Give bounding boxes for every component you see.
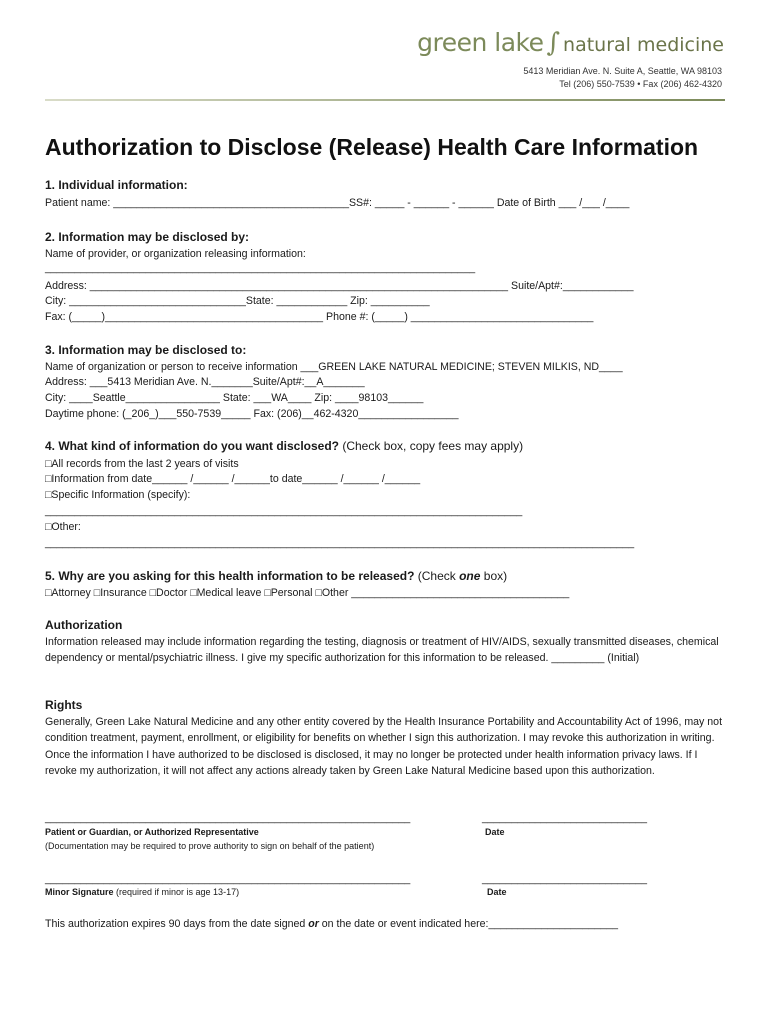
minor-signature-label [45,887,239,897]
clinic-phone: Tel (206) 550-7539 • Fax (206) 462-4320 [559,79,722,89]
section-1-heading: 1. Individual information: [45,178,188,192]
clinic-address: 5413 Meridian Ave. N. Suite A, Seattle, WA 98103 [523,66,722,76]
guardian-date-line[interactable]: ____________________________ [482,812,647,824]
minor-date-line[interactable]: ____________________________ [482,873,647,885]
section-2-heading: 2. Information may be disclosed by: [45,230,250,244]
checkbox-specific-info[interactable]: □Specific Information (specify): [45,489,191,501]
section-4-heading [45,439,523,453]
section-5-note-emphasis: one [459,569,481,583]
recipient-address-line[interactable]: Address: ___5413 Meridian Ave. N._______Suite/Apt#:__A_______ [45,376,365,388]
form-title: Authorization to Disclose (Release) Health Care Information [45,134,699,160]
section-5-heading [45,569,507,583]
section-4-heading-text: 4. What kind of information do you want disclosed? [45,439,340,453]
section-5-note-pre: (Check [414,569,460,583]
expiry-post: on the date or event indicated here:______________________ [318,918,619,930]
provider-city-field[interactable]: City: ______________________________State: ____________ Zip: __________ [45,295,430,307]
minor-label-note: (required if minor is age 13-17) [113,887,240,897]
section-4-heading-note: (Check box, copy fees may apply) [339,439,524,453]
guardian-signature-label: Patient or Guardian, or Authorized Representative [45,827,259,837]
checkbox-all-records[interactable]: □All records from the last 2 years of visits [45,458,239,470]
expiry-statement[interactable] [45,918,618,930]
recipient-city-line[interactable]: City: ____Seattle________________ State: ___WA____ Zip: ____98103______ [45,392,424,404]
logo-separator: ∫ [546,28,561,58]
minor-signature-line[interactable]: ______________________________________________________________ [45,873,411,885]
recipient-name-line[interactable]: Name of organization or person to receive information ___GREEN LAKE NATURAL MEDICINE; STEVEN MILKIS, ND____ [45,361,623,373]
checkbox-other[interactable]: □Other: [45,521,81,533]
minor-label-text: Minor Signature [45,887,114,897]
provider-name-field[interactable]: _________________________________________________________________________ [45,262,476,274]
reason-checkbox-row[interactable]: □Attorney □Insurance □Doctor □Medical leave □Personal □Other _____________________________________ [45,587,570,599]
other-info-field[interactable]: ____________________________________________________________________________________________________ [45,537,635,549]
logo-text-main: green lake [417,28,544,57]
provider-name-label: Name of provider, or organization releasing information: [45,248,306,260]
specific-info-field[interactable]: _________________________________________________________________________________ [45,505,523,517]
rights-heading: Rights [45,698,83,712]
expiry-emphasis: or [308,918,319,930]
authorization-heading: Authorization [45,618,123,632]
section-5-note-post: box) [480,569,508,583]
logo-text-sub: natural medicine [563,34,724,56]
guardian-date-label: Date [485,827,505,837]
provider-fax-phone-field[interactable]: Fax: (_____)_____________________________________ Phone #: (_____) _______________________________ [45,311,594,323]
recipient-phone-line[interactable]: Daytime phone: (_206_)___550-7539_____ Fax: (206)__462-4320_________________ [45,408,459,420]
guardian-note: (Documentation may be required to prove authority to sign on behalf of the patient) [45,841,375,851]
minor-date-label: Date [487,887,507,897]
checkbox-date-range[interactable]: □Information from date______ /______ /______to date______ /______ /______ [45,473,421,485]
guardian-signature-line[interactable]: ______________________________________________________________ [45,812,411,824]
section-5-heading-text: 5. Why are you asking for this health information to be released? [45,569,415,583]
header-divider [45,99,725,101]
patient-info-line[interactable]: Patient name: ________________________________________SS#: _____ - ______ - ______ Date of Birth ___ /___ /____ [45,197,630,209]
authorization-text: Information released may include information regarding the testing, diagnosis or treatment of HIV/AIDS, sexually transmitted diseases, chemical dependency or mental/psychiatric illness. I give my specific authorization for this information to be released. _________ (Initial) [45,636,719,665]
rights-text: Generally, Green Lake Natural Medicine and any other entity covered by the Health Insurance Portability and Accountability Act of 1996, may not condition treatment, payment, enrollment, or eligibility for benefits on whether I sign this authorization. I may revoke this authorization in writing. Once the information I have authorized to be disclosed is disclosed, it may no longer be protected under health information privacy laws. If I revoke my authorization, it will not affect any actions already taken by Green Lake Natural Medicine based upon this authorization. [45,716,723,778]
provider-address-field[interactable]: Address: _______________________________________________________________________ Suite/Apt#:____________ [45,280,634,292]
expiry-pre: This authorization expires 90 days from the date signed [45,918,309,930]
clinic-logo [417,28,724,58]
section-3-heading: 3. Information may be disclosed to: [45,343,247,357]
